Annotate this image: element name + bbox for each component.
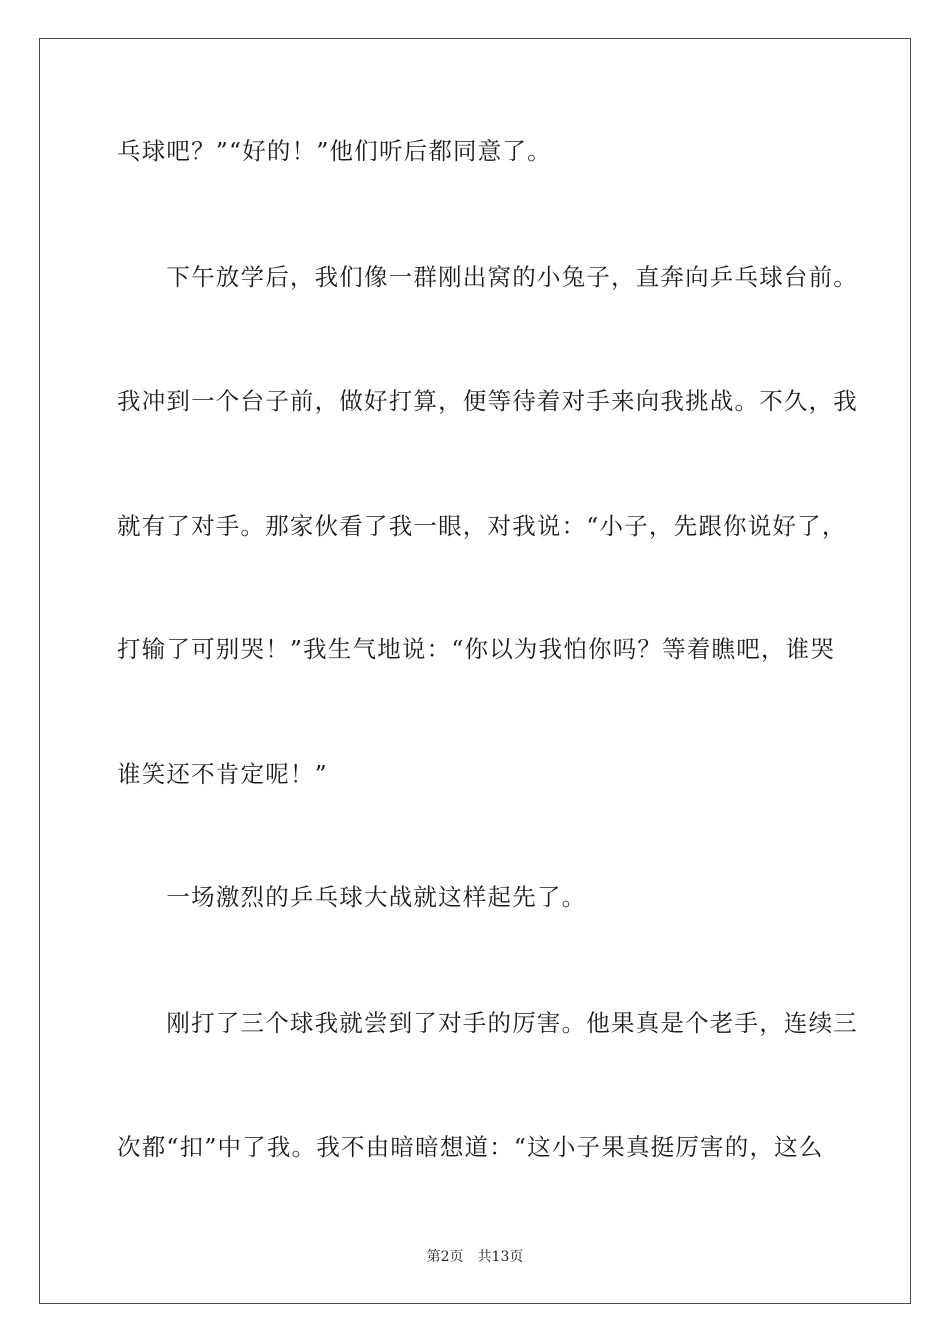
text-line: 次都“扣”中了我。我不由暗暗想道：“这小子果真挺厉害的，这么 [117,1133,824,1161]
page-total: 共13页 [477,1249,524,1265]
text-line: 打输了可别哭！”我生气地说：“你以为我怕你吗？等着瞧吧，谁哭 [117,635,836,663]
text-line: 下午放学后，我们像一群刚出窝的小兔子，直奔向乒乓球台前。 [117,263,858,291]
page-number: 第2页 [426,1249,464,1265]
text-line: 乓球吧？”“好的！”他们听后都同意了。 [117,137,552,165]
page-footer [0,1247,950,1267]
text-line: 谁笑还不肯定呢！” [117,760,328,788]
page-border [39,38,911,1304]
text-line: 就有了对手。那家伙看了我一眼，对我说：“小子，先跟你说好了， [117,512,847,540]
text-line: 我冲到一个台子前，做好打算，便等待着对手来向我挑战。不久，我 [117,387,858,415]
text-line: 一场激烈的乒乓球大战就这样起先了。 [117,883,587,911]
text-line: 刚打了三个球我就尝到了对手的厉害。他果真是个老手，连续三 [117,1009,858,1037]
